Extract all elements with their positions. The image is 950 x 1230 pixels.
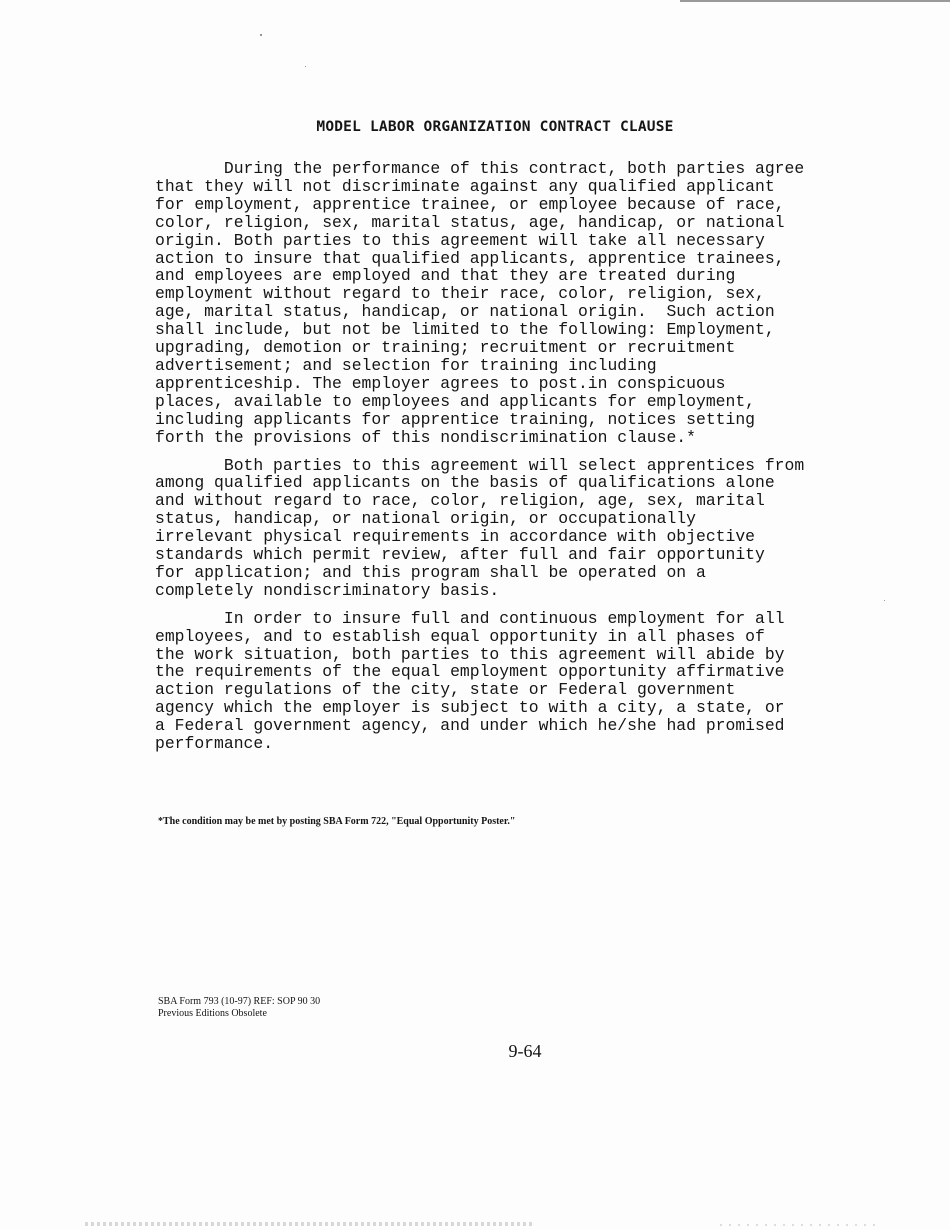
paragraph-3: In order to insure full and continuous employment for all employees, and to establish equal opportunity in all phases of the work situation, both parties to this agreement will abide by the requirements of the equal employment opportunity affirmative action regulations of the city, state or Federal government agency which the employer is subject to with a city, a state, or a Federal government agency, and under which he/she had promised performance. [155,608,785,754]
scan-speck [305,66,306,67]
document-title: MODEL LABOR ORGANIZATION CONTRACT CLAUSE [316,119,674,135]
scan-noise [85,1222,535,1226]
document-body [155,160,865,763]
form-info [158,996,320,1020]
paragraph-1: During the performance of this contract, both parties agree that they will not discriminate against any qualified applicant for employment, apprentice trainee, or employee because of race, color, religion, sex, marital status, age, handicap, or national origin. Both parties to this agreement will take all necessary action to insure that qualified applicants, apprentice trainees, and employees are employed and that they are treated during employment without regard to their race, color, religion, sex, age, marital status, handicap, or national origin. Such action shall include, but not be limited to the following: Employment, upgrading, demotion or training; recruitment or recruitment advertisement; and selection for training including apprenticeship. The employer agrees to post.in conspicuous places, available to employees and applicants for employment, including applicants for apprentice training, notices setting forth the provisions of this nondiscrimination clause.* [155,159,805,447]
paragraph-2: Both parties to this agreement will select apprentices from among qualified applicants on the basis of qualifications alone and without regard to race, color, religion, age, sex, marital status, handicap, or national origin, or occupationally irrelevant physical requirements in accordance with objective standards which permit review, after full and fair opportunity for application; and this program shall be operated on a completely nondiscriminatory basis. [155,455,805,600]
scan-speck [260,34,262,36]
page-number: 9-64 [508,1041,542,1061]
scan-edge-line [680,0,950,2]
footnote: *The condition may be met by posting SBA Form 722, "Equal Opportunity Poster." [158,816,516,827]
scan-speck [884,600,885,601]
form-note: Previous Editions Obsolete [158,1008,267,1019]
form-reference: SBA Form 793 (10-97) REF: SOP 90 30 [158,996,321,1007]
scan-noise [720,1224,880,1226]
